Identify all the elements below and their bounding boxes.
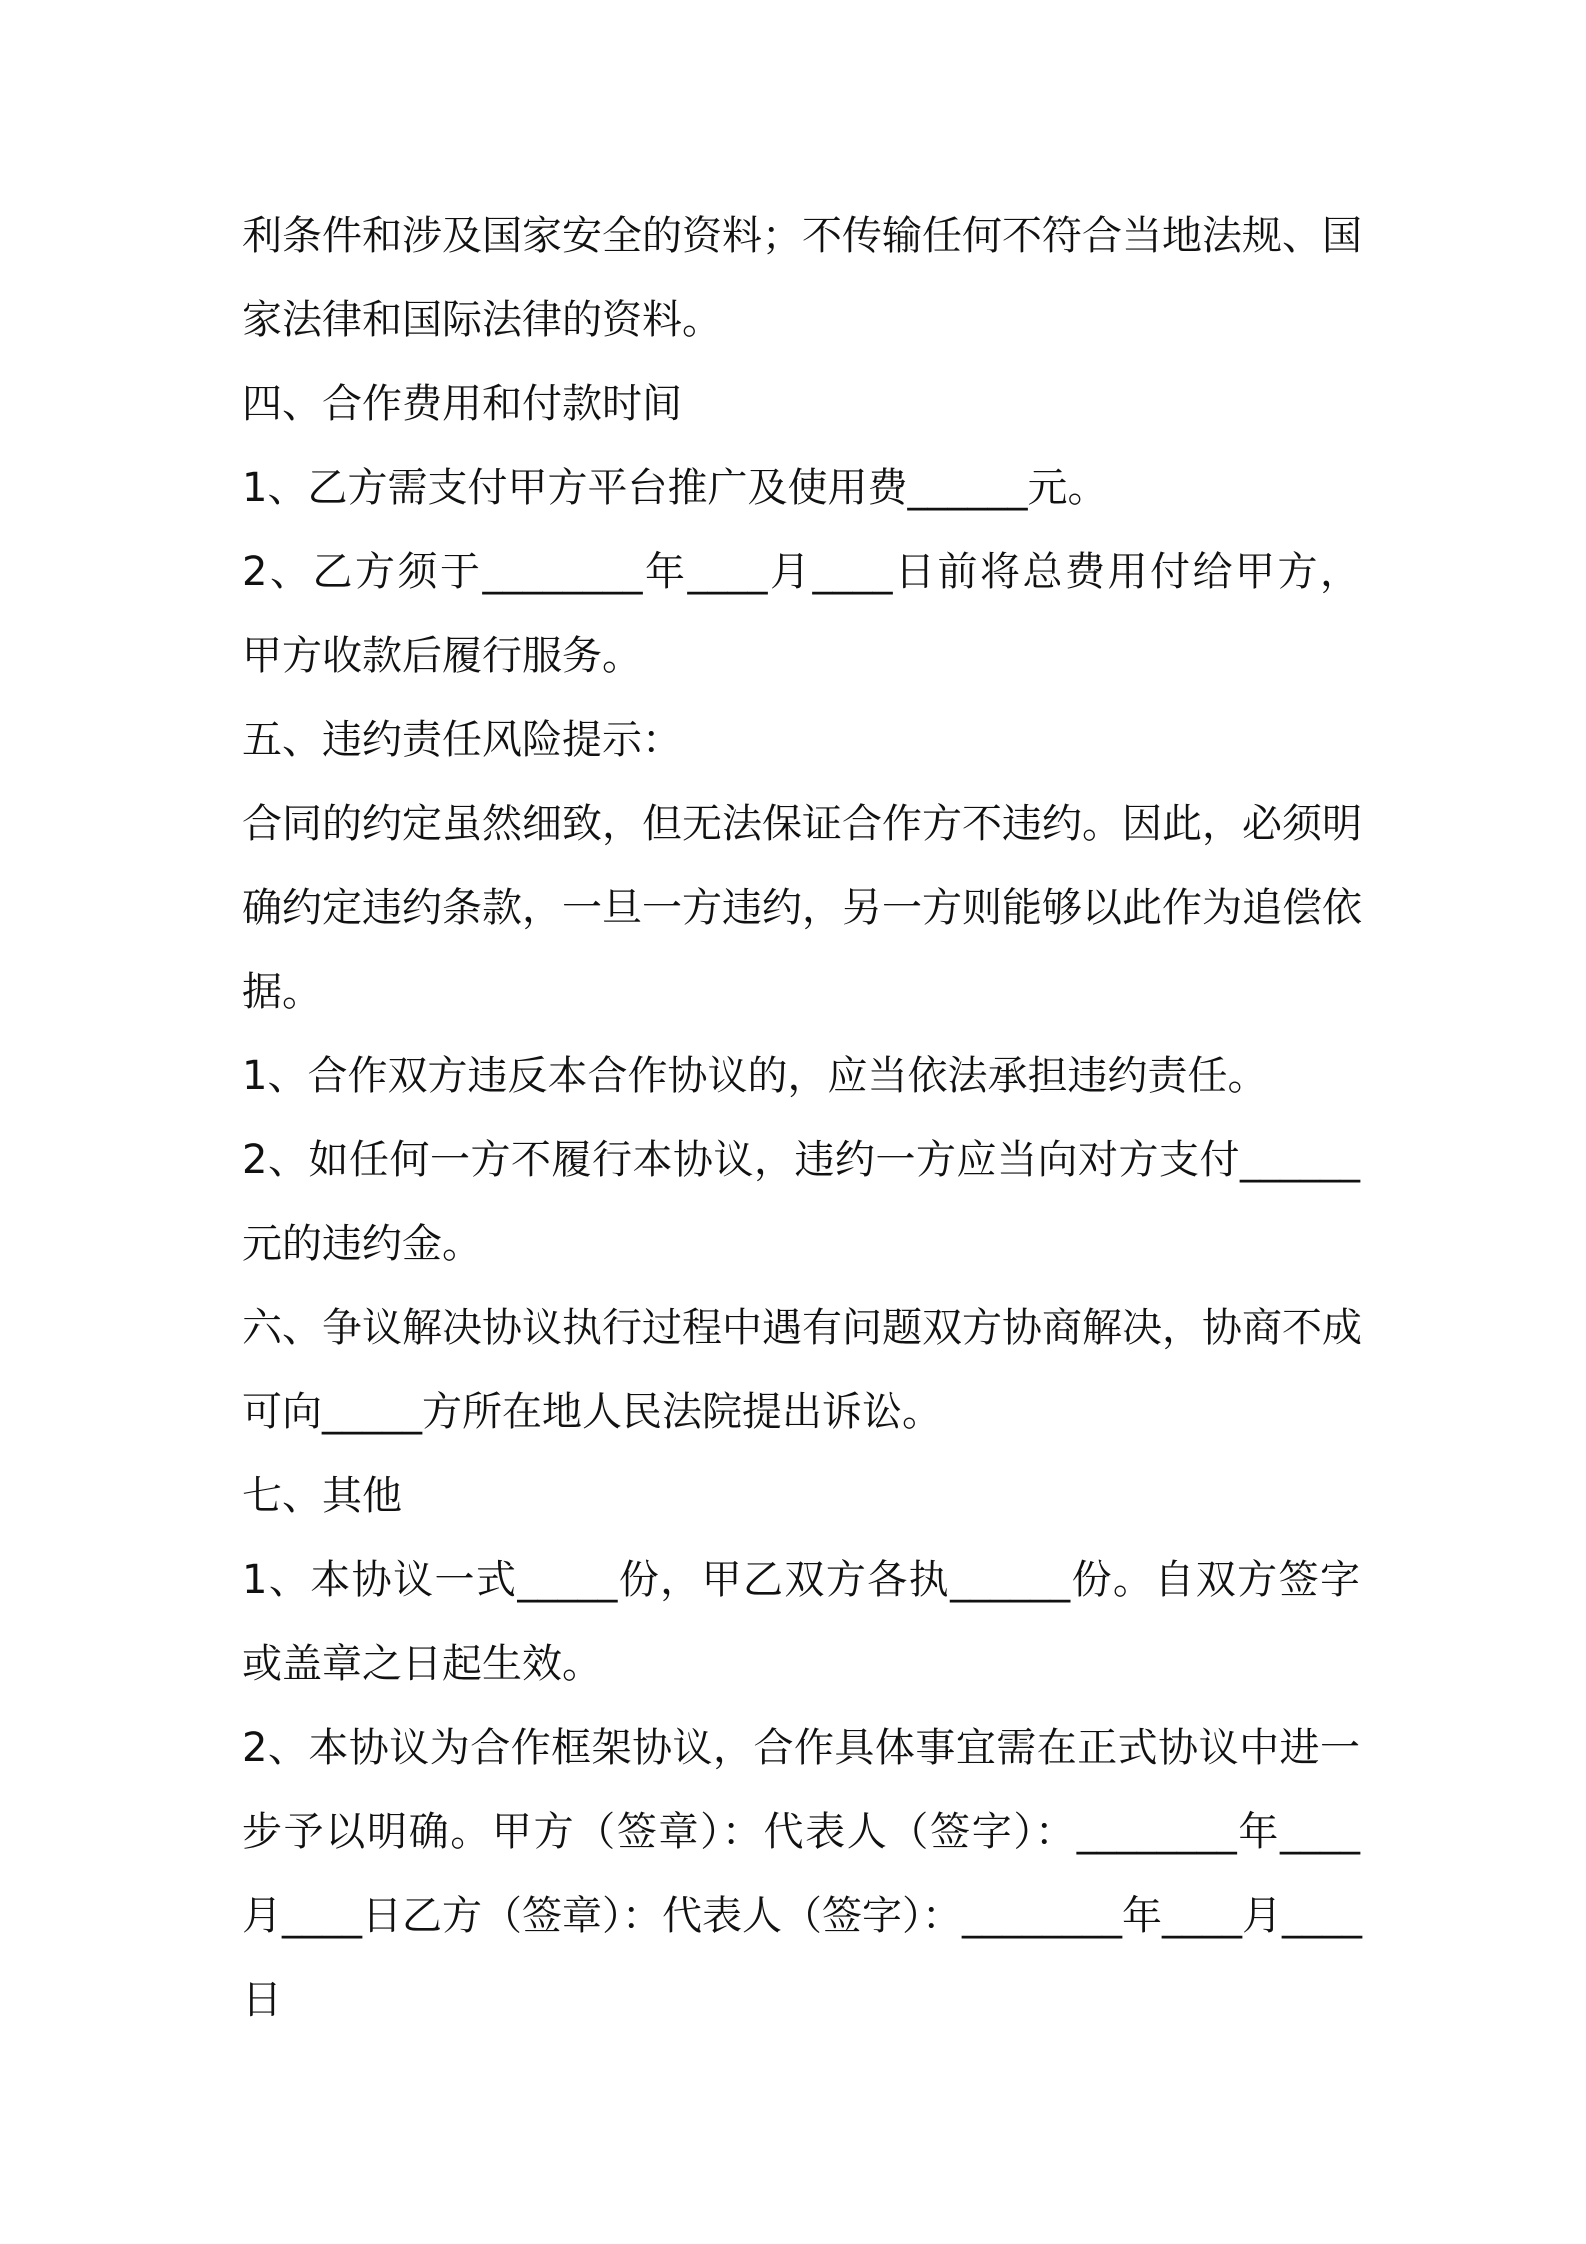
document-body	[242, 194, 1360, 2042]
text-line: 确约定违约条款，一旦一方违约，另一方则能够以此作为追偿依	[242, 885, 1362, 931]
text-line: 家法律和国际法律的资料。	[242, 297, 722, 343]
text-line: 甲方收款后履行服务。	[242, 633, 642, 679]
text-line: 元的违约金。	[242, 1221, 482, 1267]
section-heading-other	[242, 1454, 1360, 1538]
section-dispute-resolution	[242, 1286, 1360, 1454]
signature-line: 日	[242, 1977, 282, 2023]
heading-line: 四、合作费用和付款时间	[242, 381, 682, 427]
clause-copies	[242, 1538, 1360, 1706]
text-line: 2、本协议为合作框架协议，合作具体事宜需在正式协议中进一	[242, 1725, 1360, 1771]
text-line: 1、乙方需支付甲方平台推广及使用费______元。	[242, 465, 1108, 511]
text-line: 六、争议解决协议执行过程中遇有问题双方协商解决，协商不成	[242, 1305, 1362, 1351]
text-line: 1、本协议一式_____份，甲乙双方各执______份。自双方签字	[242, 1557, 1360, 1603]
section-heading-fees	[242, 362, 1360, 446]
text-line: 可向_____方所在地人民法院提出诉讼。	[242, 1389, 942, 1435]
paragraph-liability-note	[242, 782, 1360, 1034]
clause-breach-responsibility	[242, 1034, 1360, 1118]
text-line: 2、乙方须于________年____月____日前将总费用付给甲方，	[242, 549, 1360, 595]
text-line: 1、合作双方违反本合作协议的，应当依法承担违约责任。	[242, 1053, 1268, 1099]
text-line: 据。	[242, 969, 322, 1015]
text-line: 合同的约定虽然细致，但无法保证合作方不违约。因此，必须明	[242, 801, 1362, 847]
clause-penalty	[242, 1118, 1360, 1286]
clause-fee-amount	[242, 446, 1360, 530]
signature-line: 步予以明确。甲方（签章）：代表人（签字）：________年____	[242, 1809, 1360, 1855]
heading-line: 七、其他	[242, 1473, 402, 1519]
section-heading-liability	[242, 698, 1360, 782]
text-line: 或盖章之日起生效。	[242, 1641, 602, 1687]
clause-framework-signatures	[242, 1706, 1360, 2042]
text-line: 2、如任何一方不履行本协议，违约一方应当向对方支付______	[242, 1137, 1360, 1183]
clause-payment-date	[242, 530, 1360, 698]
paragraph-data-restrictions	[242, 194, 1360, 362]
signature-line: 月____日乙方（签章）：代表人（签字）：________年____月____	[242, 1893, 1362, 1939]
heading-line: 五、违约责任风险提示：	[242, 717, 682, 763]
text-line: 利条件和涉及国家安全的资料；不传输任何不符合当地法规、国	[242, 213, 1362, 259]
